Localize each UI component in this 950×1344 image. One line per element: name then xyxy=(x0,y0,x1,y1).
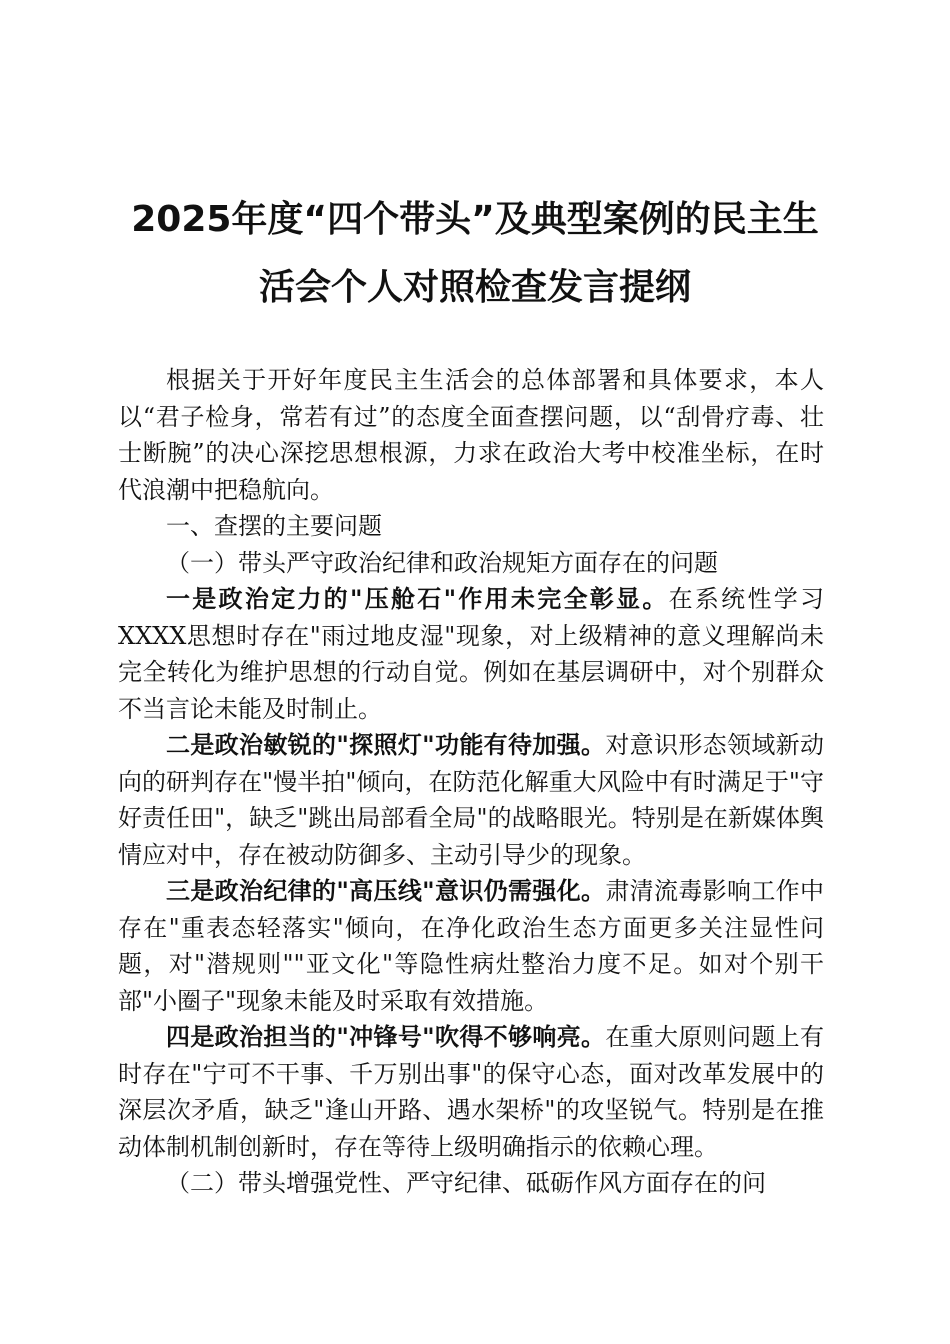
document-body xyxy=(118,362,824,1202)
problem-text-4: 在重大原则问题上有时存在"宁可不干事、千万别出事"的保守心态，面对改革发展中的深层次矛盾，缺乏"逢山开路、遇水架桥"的攻坚锐气。特别是在推动体制机制创新时，存在等待上级明确指示的依赖心理。 xyxy=(118,1023,825,1161)
problem-lead-4: 四是政治担当的"冲锋号"吹得不够响亮。 xyxy=(166,1023,606,1051)
problem-text-2: 对意识形态领域新动向的研判存在"慢半拍"倾向，在防范化解重大风险中有时满足于"守好责任田"，缺乏"跳出局部看全局"的战略眼光。特别是在新媒体舆情应对中，存在被动防御多、主动引导少的现象。 xyxy=(118,731,825,869)
subsection-heading: （一）带头严守政治纪律和政治规矩方面存在的问题 xyxy=(166,548,718,577)
problem-paragraph-3 xyxy=(118,873,824,1019)
problem-lead-3: 三是政治纪律的"高压线"意识仍需强化。 xyxy=(166,877,606,905)
document-title-line-1: 2025年度“四个带头”及典型案例的民主生 xyxy=(131,199,819,240)
problem-paragraph-4 xyxy=(118,1019,824,1165)
problem-lead-1: 一是政治定力的"压舱石"作用未完全彰显。 xyxy=(166,585,669,613)
subsection-heading-2: （二）带头增强党性、严守纪律、砥砺作风方面存在的问 xyxy=(166,1169,766,1197)
document-title-line-2: 活会个人对照检查发言提纲 xyxy=(258,267,691,308)
problem-paragraph-2 xyxy=(118,727,824,873)
section-heading: 一、查摆的主要问题 xyxy=(166,512,382,540)
intro-paragraph: 根据关于开好年度民主生活会的总体部署和具体要求，本人以“君子检身，常若有过”的态度全面查摆问题，以“刮骨疗毒、壮士断腕”的决心深挖思想根源，力求在政治大考中校准坐标，在时代浪潮中把稳航向。 xyxy=(118,366,824,504)
problem-paragraph-1 xyxy=(118,581,824,727)
problem-lead-2: 二是政治敏锐的"探照灯"功能有待加强。 xyxy=(166,731,606,759)
problem-text-1: 在系统性学习XXXX思想时存在"雨过地皮湿"现象，对上级精神的意义理解尚未完全转化为维护思想的行动自觉。例如在基层调研中，对个别群众不当言论未能及时制止。 xyxy=(118,585,825,723)
problem-text-3: 肃清流毒影响工作中存在"重表态轻落实"倾向，在净化政治生态方面更多关注显性问题，对"潜规则""亚文化"等隐性病灶整治力度不足。如对个别干部"小圈子"现象未能及时采取有效措施。 xyxy=(118,877,825,1015)
